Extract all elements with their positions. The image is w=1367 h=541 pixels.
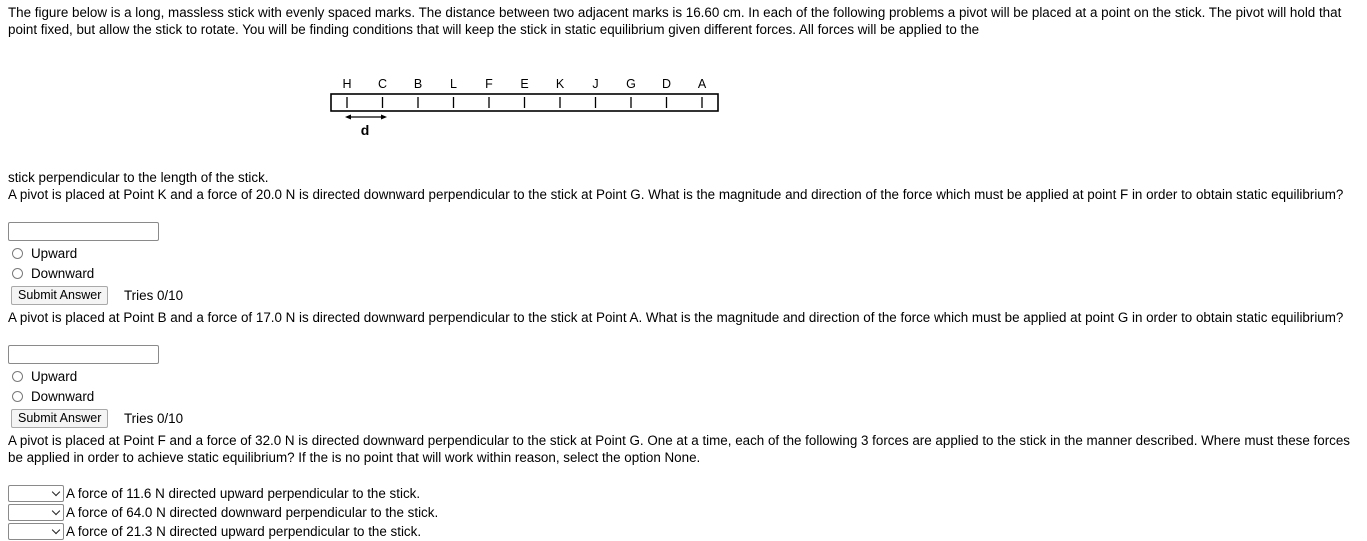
point-label-l: L: [450, 77, 457, 91]
force-1-label: A force of 11.6 N directed upward perpendicular to the stick.: [66, 486, 421, 501]
point-label-j: J: [592, 77, 599, 91]
question-1-option-upward[interactable]: [12, 244, 77, 262]
force-1-location-select[interactable]: [8, 485, 64, 502]
chevron-down-icon: [52, 507, 60, 515]
stick-figure: [328, 74, 728, 144]
question-1-tries: Tries 0/10: [124, 288, 184, 303]
radio-button[interactable]: [12, 391, 23, 402]
point-label-c: C: [377, 77, 388, 91]
point-label-h: H: [342, 77, 352, 91]
force-3-location-select[interactable]: [8, 523, 64, 540]
radio-label: Downward: [31, 388, 95, 404]
question-2-prompt: A pivot is placed at Point B and a force of 17.0 N is directed downward perpendicular to the stick at Point A. What is the magnitude and direction of the force which must be applied at point G in order to obtain static equilibrium?: [8, 310, 1344, 325]
question-2-submit-button[interactable]: Submit Answer: [11, 409, 108, 428]
point-label-f: F: [485, 77, 493, 91]
question-2-tries: Tries 0/10: [124, 411, 184, 426]
arrow-head-right: [381, 115, 387, 120]
question-1-option-downward[interactable]: [12, 264, 94, 282]
intro-paragraph: The figure below is a long, massless stick with evenly spaced marks. The distance between two adjacent marks is 16.60 cm. In each of the following problems a pivot will be placed at a point on the stick. The pivot will hold that point fixed, but allow the stick to rotate. You will be finding conditions that will keep the stick in static equilibrium given different forces. All forces will be applied to the: [8, 5, 1342, 37]
point-label-d: D: [661, 77, 672, 91]
question-1-answer-input[interactable]: [8, 222, 159, 241]
chevron-down-icon: [52, 526, 60, 534]
point-label-k: K: [555, 77, 565, 91]
question-1-submit-button[interactable]: Submit Answer: [11, 286, 108, 305]
question-3-prompt: A pivot is placed at Point F and a force of 32.0 N is directed downward perpendicular to the stick at Point G. One at a time, each of the following 3 forces are applied to the stick in the manner described. Where must these forces be applied in order to achieve static equilibrium? If the is no point that will work within reason, select the option None.: [8, 433, 1351, 465]
intro-continued: stick perpendicular to the length of the stick.: [8, 170, 269, 185]
chevron-down-icon: [52, 488, 60, 496]
radio-button[interactable]: [12, 268, 23, 279]
question-2-option-upward[interactable]: [12, 367, 77, 385]
force-3-label: A force of 21.3 N directed upward perpendicular to the stick.: [66, 524, 422, 539]
point-label-g: G: [626, 77, 636, 91]
point-label-e: E: [520, 77, 529, 91]
radio-button[interactable]: [12, 248, 23, 259]
question-2-answer-input[interactable]: [8, 345, 159, 364]
force-2-location-select[interactable]: [8, 504, 64, 521]
question-2-option-downward[interactable]: [12, 387, 94, 405]
radio-label: Upward: [31, 245, 78, 261]
point-label-a: A: [697, 77, 707, 91]
force-2-label: A force of 64.0 N directed downward perpendicular to the stick.: [66, 505, 439, 520]
radio-button[interactable]: [12, 371, 23, 382]
radio-label: Downward: [31, 265, 95, 281]
point-label-b: B: [413, 77, 423, 91]
radio-label: Upward: [31, 368, 78, 384]
spacing-label: d: [360, 122, 370, 138]
point-labels: [342, 77, 706, 91]
arrow-head-left: [345, 115, 351, 120]
question-1-prompt: A pivot is placed at Point K and a force of 20.0 N is directed downward perpendicular to the stick at Point G. What is the magnitude and direction of the force which must be applied at point F in order to obtain static equilibrium?: [8, 187, 1344, 202]
